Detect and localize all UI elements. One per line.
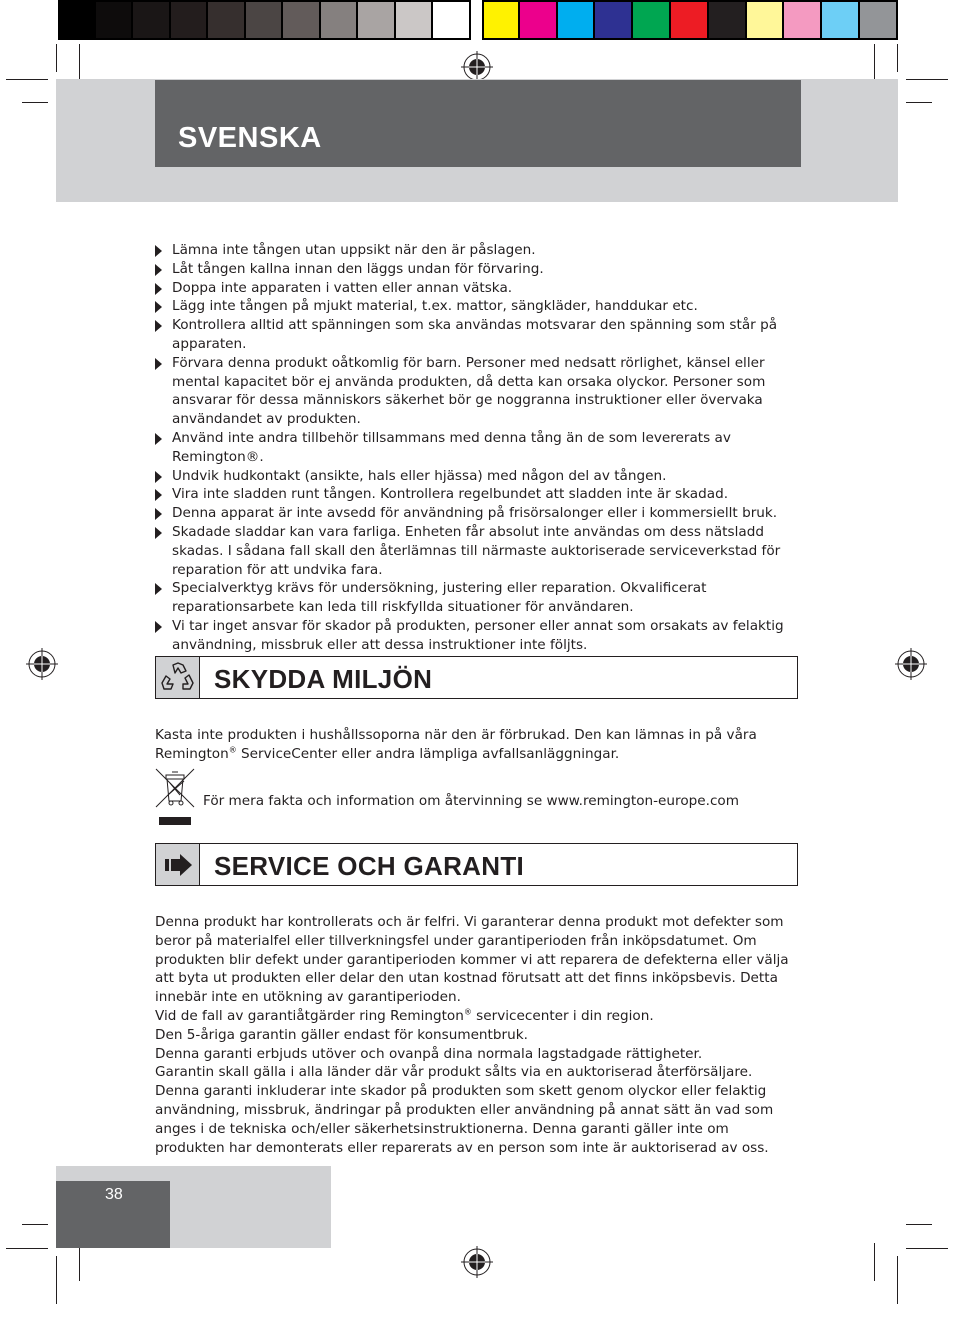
safety-instructions-list	[155, 241, 805, 655]
bullet-arrow-icon	[155, 301, 162, 313]
bullet-arrow-icon	[155, 358, 162, 370]
registration-target-right-icon	[894, 647, 928, 681]
color-swatch	[283, 0, 321, 40]
environment-text	[155, 726, 805, 764]
color-swatch	[246, 0, 284, 40]
bullet-arrow-icon	[155, 264, 162, 276]
bullet-arrow-icon	[155, 527, 162, 539]
bullet-arrow-icon	[155, 471, 162, 483]
safety-list-item	[155, 429, 805, 467]
color-swatch	[96, 0, 134, 40]
service-text	[155, 913, 800, 1157]
safety-list-item	[155, 523, 805, 579]
recycle-icon	[156, 657, 200, 698]
color-swatch	[747, 0, 785, 40]
safety-list-item	[155, 241, 805, 260]
safety-list-item-text: Vira inte sladden runt tången. Kontrollera regelbundet att sladden inte är skadad.	[172, 486, 729, 503]
safety-list-item-text: Vi tar inget ansvar för skador på produkten, personer eller annat som orsakats av felaktig användning, missbruk eller att dessa instruktioner inte följts.	[172, 617, 784, 653]
grayscale-color-bar	[58, 0, 471, 40]
bullet-arrow-icon	[155, 621, 162, 633]
registered-mark: ®	[463, 1007, 472, 1017]
safety-list-item	[155, 617, 805, 655]
color-swatch	[671, 0, 709, 40]
safety-list-item	[155, 579, 805, 617]
service-paragraph-6: Denna garanti inkluderar inte skador på produkten som skett genom olyckor eller felaktig användning, missbruk, ändringar på produkten eller användning på annat sätt än vad som anges i de tekniska och/eller säkerhetsinstruktionerna. Denna garanti gäller inte om produkten har demonterats eller reparerats av en person som inte är auktoriserad av oss.	[155, 1083, 774, 1156]
safety-list-item-text: Använd inte andra tillbehör tillsammans med denna tång än de som levererats av Remington®.	[172, 429, 731, 465]
environment-text-line-2: ServiceCenter eller andra lämpliga avfallsanläggningar.	[236, 745, 620, 762]
color-swatch	[58, 0, 96, 40]
service-paragraph-5: Garantin skall gälla i alla länder där vår produkt sålts via en auktoriserad återförsäljare.	[155, 1064, 753, 1081]
page-title: SVENSKA	[178, 122, 322, 154]
environment-text-line-1: Kasta inte produkten i hushållssoporna när den är förbrukad. Den kan lämnas in på våra	[155, 727, 757, 743]
safety-list-item-text: Förvara denna produkt oåtkomlig för barn. Personer med nedsatt rörlighet, känsel eller mental kapacitet bör ej använda produkten, då detta kan orsaka olyckor. Personer som ansvarar för dessa människors säkerhet bör ge noggranna instruktioner eller övervaka användandet av produkten.	[172, 354, 766, 428]
service-title: SERVICE OCH GARANTI	[214, 851, 525, 881]
recycle-info-text: För mera fakta och information om återvinning se www.remington-europe.com	[203, 793, 739, 809]
safety-list-item-text: Doppa inte apparaten i vatten eller annan vätska.	[172, 279, 513, 296]
environment-text-brand: Remington	[155, 745, 229, 762]
color-swatch	[133, 0, 171, 40]
safety-list-item	[155, 316, 805, 354]
service-paragraph-2: Vid de fall av garantiåtgärder ring Remington	[155, 1007, 464, 1024]
safety-list-item-text: Skadade sladdar kan vara farliga. Enheten får absolut inte användas om dess nätsladd skadas. I sådana fall skall den återlämnas till närmaste auktoriserade serviceverkstad för reparation för att undvika fara.	[172, 523, 781, 578]
bullet-arrow-icon	[155, 583, 162, 595]
environment-section-header	[155, 656, 798, 699]
color-swatch	[558, 0, 596, 40]
environment-title: SKYDDA MILJÖN	[214, 664, 433, 694]
color-swatch	[208, 0, 246, 40]
safety-list-item	[155, 467, 805, 486]
color-swatch	[321, 0, 359, 40]
color-swatch	[633, 0, 671, 40]
color-swatch	[433, 0, 471, 40]
registered-mark: ®	[228, 745, 237, 755]
safety-list-item	[155, 485, 805, 504]
bullet-arrow-icon	[155, 508, 162, 520]
safety-list-item-text: Undvik hudkontakt (ansikte, hals eller hjässa) med någon del av tången.	[172, 467, 667, 484]
arrow-right-icon	[156, 844, 200, 885]
registration-target-left-icon	[25, 647, 59, 681]
color-swatch	[784, 0, 822, 40]
color-swatch	[482, 0, 520, 40]
service-paragraph-1: Denna produkt har kontrollerats och är felfri. Vi garanterar denna produkt mot defekter som beror på materialfel eller tillverkningsfel under garantiperioden från inköpsdatumet. Om produkten blir defekt under garantiperioden kommer vi att reparera de defekterna eller välja att byta ut produkten eller delar den utan kostnad förutsatt att det finns inköpsbevis. Detta innebär inte en utökning av garantiperioden.	[155, 914, 789, 1006]
safety-list-item	[155, 260, 805, 279]
safety-list-item-text: Lämna inte tången utan uppsikt när den är påslagen.	[172, 242, 536, 258]
page-number: 38	[105, 1186, 123, 1203]
color-swatch	[822, 0, 860, 40]
safety-list-item-text: Lägg inte tången på mjukt material, t.ex. mattor, sängkläder, handdukar etc.	[172, 298, 698, 315]
color-swatch	[709, 0, 747, 40]
safety-list-item	[155, 354, 805, 429]
safety-list-item-text: Denna apparat är inte avsedd för användning på frisörsalonger eller i kommersiellt bruk.	[172, 505, 778, 522]
color-swatch	[396, 0, 434, 40]
color-swatch	[520, 0, 558, 40]
safety-list-item	[155, 279, 805, 298]
process-color-bar	[482, 0, 898, 40]
service-paragraph-3: Den 5-åriga garantin gäller endast för konsumentbruk.	[155, 1026, 528, 1043]
bullet-arrow-icon	[155, 320, 162, 332]
safety-list-item	[155, 297, 805, 316]
service-paragraph-4: Denna garanti erbjuds utöver och ovanpå dina normala lagstadgade rättigheter.	[155, 1045, 703, 1062]
safety-list-item-text: Låt tången kallna innan den läggs undan för förvaring.	[172, 260, 544, 277]
bullet-arrow-icon	[155, 245, 162, 257]
crossed-out-bin-icon	[154, 767, 196, 829]
safety-list-item	[155, 504, 805, 523]
color-swatch	[358, 0, 396, 40]
safety-list-item-text: Kontrollera alltid att spänningen som ska användas motsvarar den spänning som står på apparaten.	[172, 317, 778, 352]
bullet-arrow-icon	[155, 489, 162, 501]
bullet-arrow-icon	[155, 433, 162, 445]
color-swatch	[595, 0, 633, 40]
color-swatch	[860, 0, 898, 40]
safety-list-item-text: Specialverktyg krävs för undersökning, justering eller reparation. Okvalificerat reparationsarbete kan leda till riskfyllda situationer för användaren.	[172, 580, 707, 616]
registration-target-bottom-icon	[460, 1245, 494, 1279]
bullet-arrow-icon	[155, 283, 162, 295]
service-paragraph-2-end: servicecenter i din region.	[471, 1007, 654, 1024]
service-section-header	[155, 843, 798, 886]
color-swatch	[171, 0, 209, 40]
